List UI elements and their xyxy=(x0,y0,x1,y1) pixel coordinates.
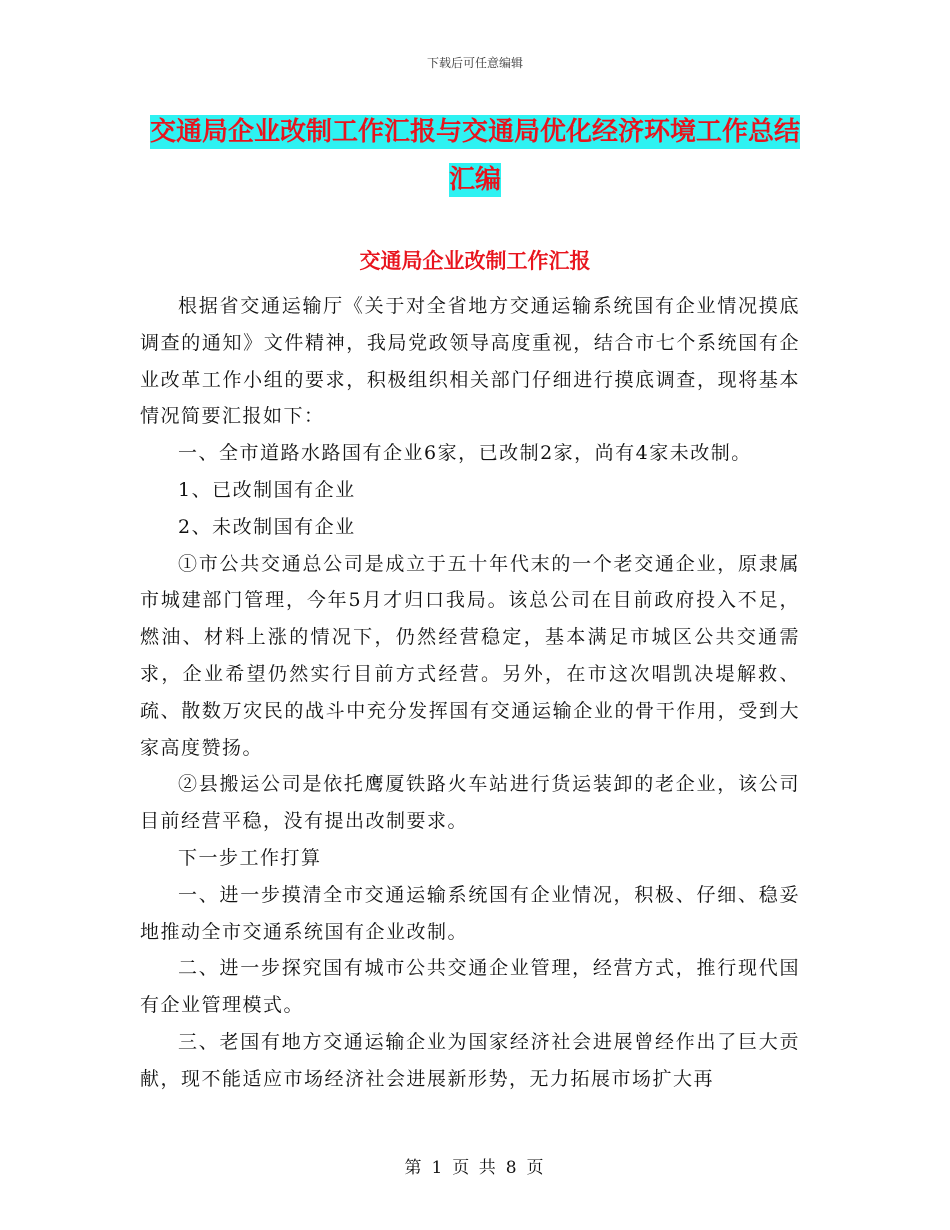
page-number xyxy=(0,1153,950,1178)
paragraph: 1、已改制国有企业 xyxy=(178,478,356,501)
paragraph: 2、未改制国有企业 xyxy=(178,515,356,538)
document-body xyxy=(140,288,800,1098)
header-note: 下载后可任意编辑 xyxy=(426,56,523,70)
page-label-mid: 页 共 xyxy=(452,1158,498,1178)
paragraph: 一、进一步摸清全市交通运输系统国有企业情况，积极、仔细、稳妥地推动全市交通系统国有企业改制。 xyxy=(140,883,800,943)
page-label-prefix: 第 xyxy=(404,1158,424,1178)
total-pages: 8 xyxy=(505,1158,519,1178)
document-title xyxy=(140,108,810,204)
paragraph: 二、进一步探究国有城市公共交通企业管理，经营方式，推行现代国有企业管理模式。 xyxy=(140,957,800,1017)
paragraph: 根据省交通运输厅《关于对全省地方交通运输系统国有企业情况摸底调查的通知》文件精神，我局党政领导高度重视，结合市七个系统国有企业改革工作小组的要求，积极组织相关部门仔细进行摸底调查，现将基本情况简要汇报如下： xyxy=(140,295,800,428)
paragraph: ②县搬运公司是依托鹰厦铁路火车站进行货运装卸的老企业，该公司目前经营平稳，没有提出改制要求。 xyxy=(140,773,800,833)
paragraph: 下一步工作打算 xyxy=(178,846,322,869)
page-label-suffix: 页 xyxy=(526,1158,546,1178)
current-page: 1 xyxy=(431,1158,445,1178)
section-title: 交通局企业改制工作汇报 xyxy=(359,249,591,273)
paragraph: 一、全市道路水路国有企业6家，已改制2家，尚有4家未改制。 xyxy=(178,442,752,465)
paragraph: 三、老国有地方交通运输企业为国家经济社会进展曾经作出了巨大贡献，现不能适应市场经济社会进展新形势，无力拓展市场扩大再 xyxy=(140,1030,800,1090)
paragraph: ①市公共交通总公司是成立于五十年代末的一个老交通企业，原隶属市城建部门管理，今年5月才归口我局。该总公司在目前政府投入不足，燃油、材料上涨的情况下，仍然经营稳定，基本满足市城区公共交通需求，企业希望仍然实行目前方式经营。另外，在市这次唱凯决堤解救、疏、散数万灾民的战斗中充分发挥国有交通运输企业的骨干作用，受到大家高度赞扬。 xyxy=(140,552,800,759)
document-title-text: 交通局企业改制工作汇报与交通局优化经济环境工作总结汇编 xyxy=(149,117,800,195)
